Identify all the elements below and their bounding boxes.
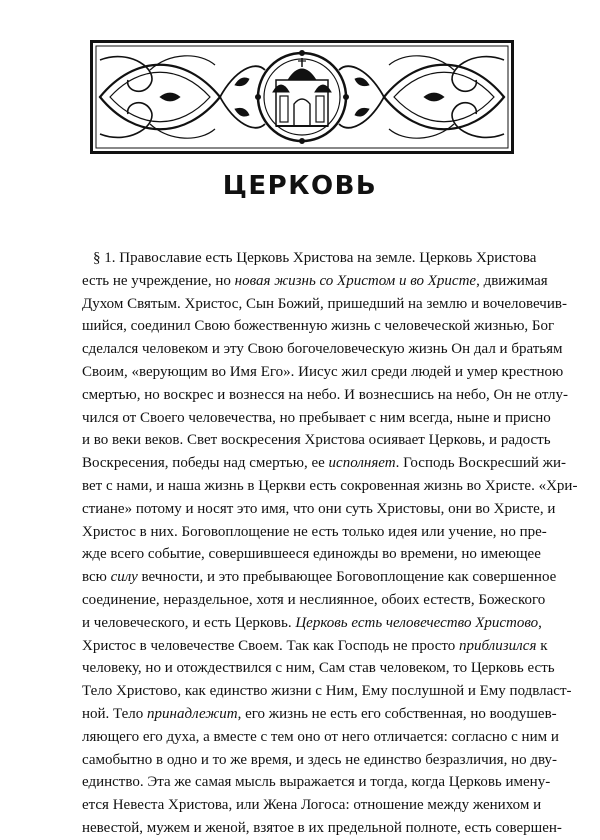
text-run: . Господь Воскресший жи-	[395, 455, 567, 472]
text-line	[82, 543, 541, 566]
text-line	[82, 521, 547, 544]
text-run: ляющего его духа, а вместе с тем оно от него отличается: согласно с ним и	[82, 728, 559, 745]
text-line	[82, 338, 563, 361]
text-line	[82, 612, 542, 635]
italic-phrase: исполняет	[328, 455, 396, 472]
text-line	[82, 452, 567, 475]
text-run: чился от Своего человечества, но пребывает с ним всегда, ныне и присно	[82, 409, 551, 426]
text-run: и во веки веков. Свет воскресения Христова осиявает Церковь, и радость	[82, 432, 551, 449]
text-line	[82, 703, 557, 726]
text-line	[82, 817, 562, 840]
text-run: единство. Эта же самая мысль выражается и тогда, когда Церковь имену-	[82, 774, 551, 791]
body-text	[82, 247, 578, 840]
church-ornament-icon	[90, 40, 514, 154]
text-line	[82, 429, 551, 452]
italic-phrase: силу	[110, 569, 138, 586]
text-run: стиане» потому и носят это имя, что они суть Христовы, они во Христе, и	[82, 500, 556, 517]
text-line	[82, 589, 546, 612]
text-run: Духом Святым. Христос, Сын Божий, пришедший на землю и вочеловечив-	[82, 295, 567, 312]
text-run: к	[536, 637, 548, 654]
text-line	[82, 794, 542, 817]
text-run: , движимая	[476, 272, 548, 289]
text-line	[82, 247, 537, 270]
text-line	[82, 749, 558, 772]
text-run: ,	[538, 614, 542, 631]
text-run: , его жизнь не есть его собственная, но воодушев-	[237, 705, 557, 722]
text-run: ной. Тело	[82, 705, 148, 722]
text-run: и человеческого, и есть Церковь.	[82, 614, 296, 631]
text-run: сделался человеком и эту Свою богочеловеческую жизнь Он дал и братьям	[82, 341, 563, 358]
text-run: человеку, но и отождествился с ним, Сам став человеком, то Церковь есть	[82, 660, 555, 677]
text-run: Христос в человечестве Своем. Так как Господь не просто	[82, 637, 460, 654]
text-line	[82, 315, 555, 338]
text-line	[82, 475, 578, 498]
text-line	[82, 566, 557, 589]
text-run: вечности, и это пребывающее Боговоплощение как совершенное	[137, 569, 557, 586]
text-run: Воскресения, победы над смертью, ее	[82, 455, 329, 472]
text-line	[82, 384, 568, 407]
italic-phrase: приблизился	[459, 637, 537, 654]
text-line	[82, 771, 551, 794]
text-run: шийся, соединил Свою божественную жизнь с человеческой жизнью, Бог	[82, 318, 555, 335]
text-run: есть не учреждение, но	[82, 272, 235, 289]
text-run: ется Невеста Христова, или Жена Логоса: отношение между женихом и	[82, 797, 542, 814]
text-run: соединение, нераздельное, хотя и неслиянное, обоих естеств, Божеского	[82, 591, 546, 608]
text-line	[82, 657, 555, 680]
chapter-title: ЦЕРКОВЬ	[222, 171, 378, 201]
italic-phrase: Церковь есть человечество Христово	[295, 614, 539, 631]
text-run: невестой, мужем и женой, взятое в их предельной полноте, есть совершен-	[82, 819, 562, 836]
text-run: § 1. Православие есть Церковь Христова на земле. Церковь Христова	[93, 250, 537, 266]
text-line	[82, 407, 551, 430]
italic-phrase: принадлежит	[147, 705, 238, 722]
text-line	[82, 270, 548, 293]
text-run: Тело Христово, как единство жизни с Ним, Ему послушной и Ему подвласт-	[82, 683, 572, 700]
text-line	[82, 635, 548, 658]
text-run: жде всего событие, совершившееся единожды во времени, но имеющее	[82, 546, 541, 563]
text-run: самобытно в одно и то же время, и здесь не единство безразличия, но дву-	[82, 751, 558, 768]
text-line	[82, 293, 567, 316]
text-run: смертью, но воскрес и вознесся на небо. И вознесшись на небо, Он не отлу-	[82, 386, 568, 403]
text-run: Христос в них. Боговоплощение не есть только идея или учение, но пре-	[82, 523, 547, 540]
text-run: всю	[82, 569, 111, 586]
text-line	[82, 680, 572, 703]
text-line	[82, 361, 564, 384]
italic-phrase: новая жизнь со Христом и во Христе	[234, 272, 477, 289]
text-run: Своим, «верующим во Имя Его». Иисус жил среди людей и умер крестною	[82, 363, 564, 380]
text-line	[82, 498, 556, 521]
text-line	[82, 726, 559, 749]
text-run: вет с нами, и наша жизнь в Церкви есть сокровенная жизнь во Христе. «Хри-	[82, 477, 578, 494]
